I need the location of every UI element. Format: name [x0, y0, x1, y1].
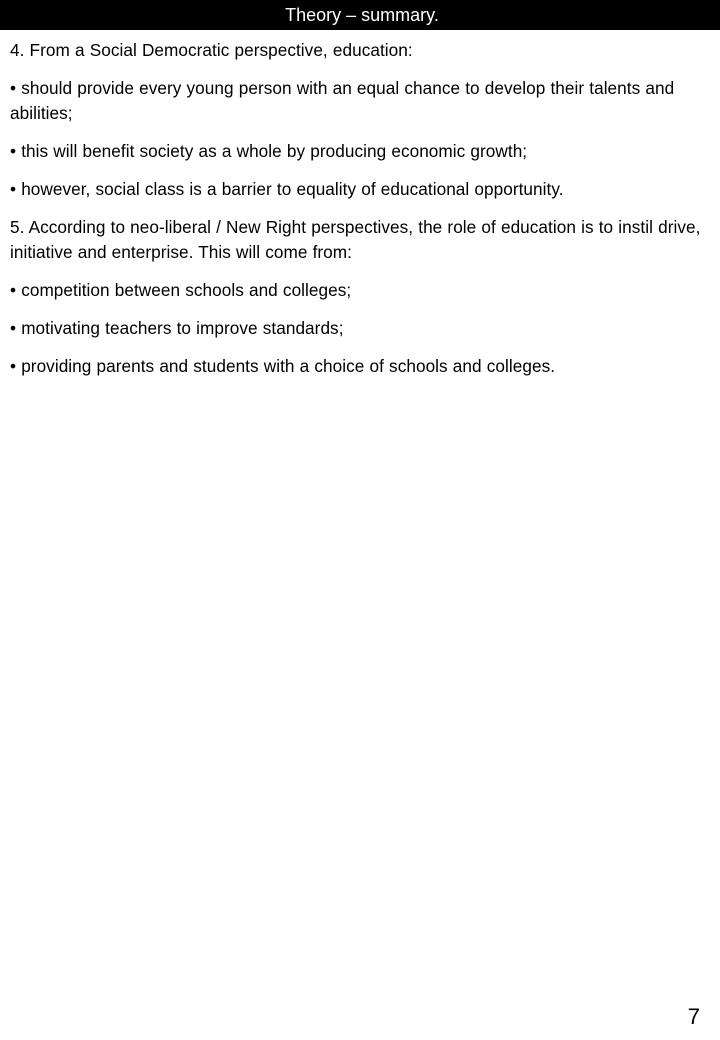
section-4-bullet: • should provide every young person with an equal chance to develop their talents and abilities; [10, 78, 675, 123]
section-5-heading: 5. According to neo-liberal / New Right perspectives, the role of education is to instil drive, initiative and enterprise. This will come from: [10, 217, 701, 262]
page-number: 7 [687, 1004, 700, 1029]
section-4-heading: 4. From a Social Democratic perspective, education: [10, 40, 413, 60]
page-title: Theory – summary. [285, 5, 439, 25]
title-bar [0, 0, 720, 30]
summary-content [10, 38, 710, 392]
section-5-bullet: • competition between schools and colleges; [10, 280, 352, 300]
section-4-bullet: • however, social class is a barrier to equality of educational opportunity. [10, 179, 564, 199]
section-4-bullet: • this will benefit society as a whole by producing economic growth; [10, 141, 528, 161]
section-5-bullet: • motivating teachers to improve standards; [10, 318, 344, 338]
section-5-bullet: • providing parents and students with a choice of schools and colleges. [10, 356, 556, 376]
